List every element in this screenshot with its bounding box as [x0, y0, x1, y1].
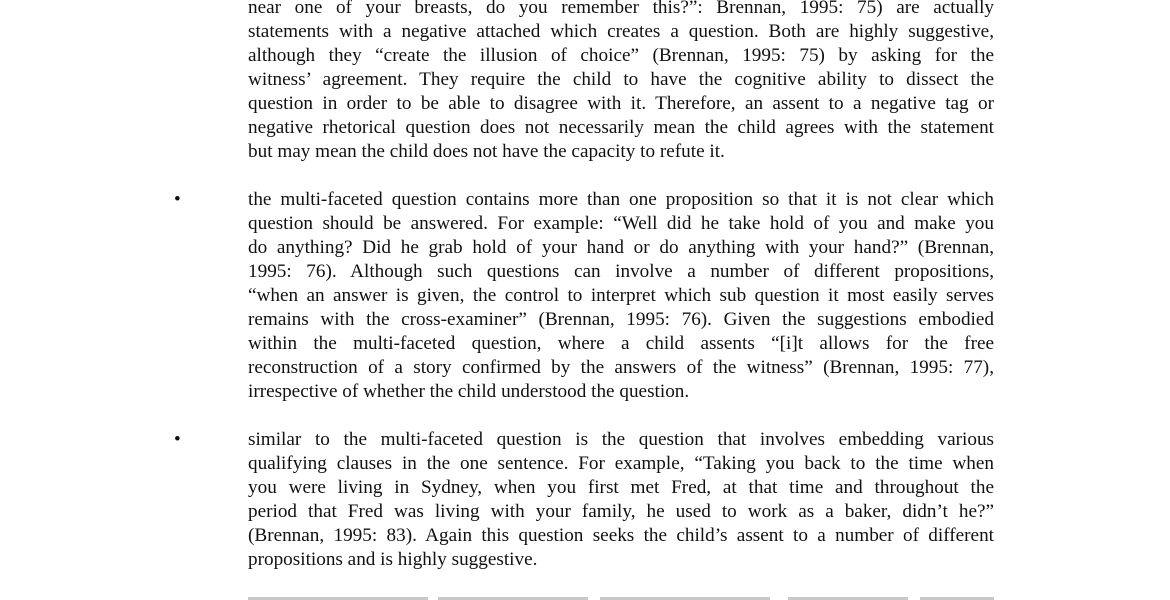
text-line: “when an answer is given, the control to interpret which sub question it most easily serves [248, 285, 994, 306]
text-line: (Brennan, 1995: 83). Again this question seeks the child’s assent to a number of different [248, 525, 994, 546]
text-line: question should be answered. For example: “Well did he take hold of you and make you [248, 213, 994, 234]
bullet-marker: • [174, 189, 181, 210]
text-line: but may mean the child does not have the capacity to refute it. [248, 141, 725, 162]
text-line: question in order to be able to disagree with it. Therefore, an assent to a negative tag or [248, 93, 994, 114]
text-line: period that Fred was living with your family, he used to work as a baker, didn’t he?” [248, 501, 994, 522]
text-line: 1995: 76). Although such questions can involve a number of different propositions, [248, 261, 994, 282]
text-line: the multi-faceted question contains more than one proposition so that it is not clear which [248, 189, 994, 210]
text-line: irrespective of whether the child understood the question. [248, 381, 690, 402]
cut-off-text-line [248, 588, 994, 600]
text-line: reconstruction of a story confirmed by the answers of the witness” (Brennan, 1995: 77), [248, 357, 994, 378]
text-line: qualifying clauses in the one sentence. For example, “Taking you back to the time when [248, 453, 994, 474]
text-line: witness’ agreement. They require the child to have the cognitive ability to dissect the [248, 69, 994, 90]
text-line: within the multi-faceted question, where a child assents “[i]t allows for the free [248, 333, 994, 354]
text-line: remains with the cross-examiner” (Brennan, 1995: 76). Given the suggestions embodied [248, 309, 994, 330]
text-line: you were living in Sydney, when you first met Fred, at that time and throughout the [248, 477, 994, 498]
text-line: negative rhetorical question does not necessarily mean the child agrees with the statement [248, 117, 994, 138]
text-line: similar to the multi-faceted question is the question that involves embedding various [248, 429, 994, 450]
text-line: although they “create the illusion of choice” (Brennan, 1995: 75) by asking for the [248, 45, 994, 66]
text-line: propositions and is highly suggestive. [248, 549, 538, 570]
text-line: do anything? Did he grab hold of your hand or do anything with your hand?” (Brennan, [248, 237, 994, 258]
text-line: near one of your breasts, do you remember this?”: Brennan, 1995: 75) are actually [248, 0, 994, 18]
text-line: statements with a negative attached which creates a question. Both are highly suggestive, [248, 21, 994, 42]
bullet-marker: • [174, 429, 181, 450]
